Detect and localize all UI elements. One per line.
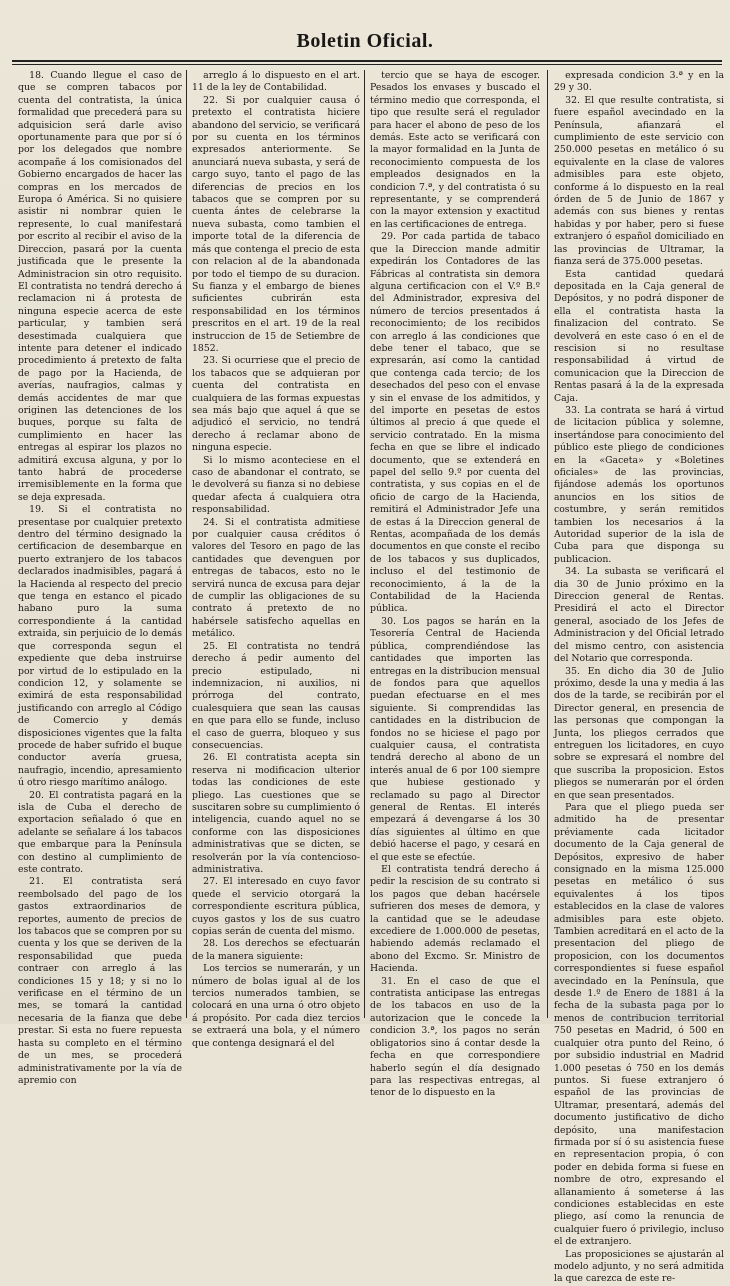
paragraph: 33. La contrata se hará á virtud de licitacion pública y solemne, insertándose para conocimiento del público este pliego de condiciones en la «Gaceta» y «Boletines oficiales» de las provincias, fijándose además los oportunos anuncios en los sitios de costumbre, y serán remitidos tambien los necesarios á la Autoridad superior de la isla de Cuba para que disponga su publicacion.: [554, 404, 724, 565]
paragraph: 28. Los derechos se efectuarán de la manera siguiente:: [192, 938, 360, 962]
paragraph: Si lo mismo aconteciese en el caso de abandonar el contrato, se le devolverá su fianza si no debiese quedar afecta á cualquiera otra responsabilidad.: [192, 454, 360, 516]
paragraph: tercio que se haya de escoger. Pesados los envases y buscado el término medio que corresponda, el tipo que resulte será el regulador para hacer el abono de peso de los demás. Este acto se verificará con la mayor formalidad en la Junta de reconocimiento compuesta de los empleados designados en la condicion 7.ª, y del contratista ó su representante, y se comprenderá con la mayor extension y exactitud en las certificaciones de entrega.: [370, 70, 540, 230]
paragraph: 31. En el caso de que el contratista anticipase las entregas de los tabacos en uso de la autorizacion que le concede la condicion 3.ª, los pagos no serán obligatorios sino á contar desde la fecha en que correspondiere haberlo según el día designado para las respectivas entregas, al tenor de lo dispuesto en la: [370, 975, 540, 1099]
paragraph: 27. El interesado en cuyo favor quede el servicio otorgará la correspondiente escritura pública, cuyos gastos y los de sus cuatro copias serán de cuenta del mismo.: [192, 876, 360, 938]
text-column-3: [370, 70, 540, 1099]
paragraph: 21. El contratista será reembolsado del pago de los gastos extraordinarios de reportes, aumento de precios de los tabacos que se compren por su cuenta y los que se deriven de la responsabilidad que pueda contraer con arreglo á las condiciones 15 y 18; y si no lo verificase en el término de un mes, se tomará la cantidad necesaria de la fianza que debe prestar. Si esta no fuere repuesta hasta su completo en el término de un mes, se procederá administrativamente por la vía de apremio con: [18, 876, 182, 1086]
archive-stamp: [600, 990, 710, 1022]
paragraph: 19. Si el contratista no presentase por cualquier pretexto dentro del término designado la certificacion de desembarque en puerto extranjero de los tabacos declarados inadmisibles, pagará á la Hacienda al respecto del precio que tenga en estanco el picado habano puro la suma correspondiente á la cantidad extraida, sin perjuicio de lo demás que corresponda segun el expediente que deba instruirse por virtud de lo estipulado en la condicion 12, y solamente se eximirá de esta responsabilidad justificando con arreglo al Código de Comercio y demás disposiciones vigentes que la falta procede de haber sufrido el buque conductor avería gruesa, naufragio, incendio, apresamiento ú otro riesgo marítimo análogo.: [18, 504, 182, 789]
column-divider: [547, 70, 548, 1018]
paragraph: Los tercios se numerarán, y un número de bolas igual al de los tercios numerados tambien, se colocará en una urna ó otro objeto á propósito. Por cada diez tercios se extraerá una bola, y el número que contenga designará el del: [192, 963, 360, 1049]
paragraph: 32. El que resulte contratista, si fuere español avecindado en la Península, afianzará el cumplimiento de este servicio con 250.000 pesetas en metálico ó su equivalente en la clase de valores admisibles para este objeto, conforme á lo dispuesto en la real órden de 5 de Junio de 1867 y además con sus bienes y rentas habidas y por haber, pero si fuese extranjero ó español domiciliado en las provincias de Ultramar, la fianza será de 375.000 pesetas.: [554, 94, 724, 268]
paragraph: expresada condicion 3.ª y en la 29 y 30.: [554, 70, 724, 94]
page-title: Boletin Oficial.: [296, 30, 434, 52]
paragraph: 23. Si ocurriese que el precio de los tabacos que se adquieran por cuenta del contratista en cualquiera de las formas expuestas sea más bajo que aquel á que se adjudicó el servicio, no tendrá derecho á reclamar abono de ninguna especie.: [192, 355, 360, 454]
text-column-1: [18, 70, 182, 1086]
paragraph: Para que el pliego pueda ser admitido ha de presentar préviamente cada licitador documento de la Caja general de Depósitos, expresivo de haber consignado en la misma 125.000 pesetas en metálico ó sus equivalentes á los tipos establecidos en la clase de valores admisibles para este objeto. Tambien acreditará en el acto de la presentacion del pliego de proposicion, con los documentos correspondientes si fuese español avecindado en la Península, que desde 1.º de Enero de 1881 á la fecha de la subasta paga por lo menos de contribucion territorial 750 pesetas en Madrid, ó 500 en cualquier otra punto del Reino, ó por subsidio industrial en Madrid 1.000 pesetas ó 750 en los demás puntos. Si fuese extranjero ó español de las provincias de Ultramar, presentará, además del documento justificativo de dicho depósito, una manifestacion firmada por sí ó su asistencia fuese en representacion propia, ó con poder en debida forma si fuese en nombre de otro, expresando el allanamiento á someterse á las condiciones establecidas en este pliego, así como la renuncia de cualquier fuero ó privilegio, incluso el de extranjero.: [554, 801, 724, 1248]
paragraph: 34. La subasta se verificará el dia 30 de Junio próximo en la Direccion general de Rentas. Presidirá el acto el Director general, asociado de los Jefes de Administracion y del Oficial letrado del mismo centro, con asistencia del Notario que corresponda.: [554, 566, 724, 665]
paragraph: 18. Cuando llegue el caso de que se compren tabacos por cuenta del contratista, la única formalidad que precederá para su adquisicion será darle aviso oportunamente para que por sí ó por los delegados que nombre acompañe á los comisionados del Gobierno encargados de hacer las compras en los mercados de Europa ó América. Si no quisiere asistir ni nombrar quien le represente, lo cual manifestará por escrito al recibir el aviso de la Direccion, pasará por la cuenta justificada que le presente la Administracion sin otro requisito. El contratista no tendrá derecho á reclamacion ni á protesta de ninguna especie acerca de este particular, y tambien será desestimada cualquiera que intente para detener el indicado procedimiento á pretexto de falta de pago por la Hacienda, de averías, naufragios, calmas y demás accidentes de mar que originen las detenciones de los buques, porque su falta de cumplimiento en hacer las entregas al espirar los plazos no admitirá excusa alguna, y por lo tanto habrá de procederse irremisiblemente en la forma que se deja expresada.: [18, 70, 182, 503]
column-divider: [186, 70, 187, 1018]
paragraph: arreglo á lo dispuesto en el art. 11 de la ley de Contabilidad.: [192, 70, 360, 94]
paragraph: 22. Si por cualquier causa ó pretexto el contratista hiciere abandono del servicio, se verificará por su cuenta en los términos expresados anteriormente. Se anunciará nueva subasta, y será de cargo suyo, tanto el pago de las diferencias de precios en los tabacos que se compren por su cuenta ántes de celebrarse la nueva subasta, como tambien el importe total de la diferencia de más que contenga el precio de esta con relacion al de la abandonada por todo el tiempo de su duracion. Su fianza y el embargo de bienes suficientes cubrirán esta responsabilidad en los términos prescritos en el art. 19 de la real instruccion de 15 de Setiembre de 1852.: [192, 94, 360, 354]
paragraph: 29. Por cada partida de tabaco que la Direccion mande admitir expedirán los Contadores de las Fábricas al contratista sin demora alguna certificacion con el V.º B.º del Administrador, expresiva del número de tercios presentados á reconocimiento; de los recibidos con arreglo á las condiciones que debe tener el tabaco, que se expresarán, así como la cantidad que contenga cada tercio; de los desechados del peso con el envase y sin el envase de los admitidos, y del importe en pesetas de estos últimos al precio á que quede el servicio contratado. En la misma fecha en que se libre el indicado documento, que se extenderá en papel del sello 9.º por cuenta del contratista, y sus copias en el de oficio de cargo de la Hacienda, remitirá el Administrador Jefe una de estas á la Direccion general de Rentas, acompañada de los demás documentos en que conste el recibo de los tabacos y sus duplicados, incluso el del testimonio de reconocimiento, á la de la Contabilidad de la Hacienda pública.: [370, 231, 540, 615]
paragraph: 26. El contratista acepta sin reserva ni modificacion ulterior todas las condiciones de este pliego. Las cuestiones que se suscitaren sobre su cumplimiento ó inteligencia, cuando aquel no se conforme con las disposiciones administrativas que se dicten, se resolverán por la vía contencioso-administrativa.: [192, 752, 360, 875]
paragraph: 25. El contratista no tendrá derecho á pedir aumento del precio estipulado, ni indemnizacion, ni auxilios, ni prórroga del contrato, cualesquiera que sean las causas en que para ello se funde, incluso el caso de guerra, bloqueo y sus consecuencias.: [192, 640, 360, 751]
header-rule: [12, 60, 722, 62]
paragraph: Las proposiciones se ajustarán al modelo adjunto, y no será admitida la que carezca de este re-: [554, 1248, 724, 1285]
paragraph: Esta cantidad quedará depositada en la Caja general de Depósitos, y no podrá disponer de ella el contratista hasta la finalizacion del contrato. Se devolverá en este caso ó en el de rescision si no resultase responsabilidad á virtud de comunicacion que la Direccion de Rentas pasará á la de la expresada Caja.: [554, 268, 724, 404]
text-column-4: [554, 70, 724, 1285]
text-column-2: [192, 70, 360, 1049]
paragraph: 30. Los pagos se harán en la Tesorería Central de Hacienda pública, comprendiéndose las cantidades que importen las entregas en la distribucion mensual de fondos para que aquellos puedan efectuarse en el mes siguiente. Si comprendidas las cantidades en la distribucion de fondos no se hiciese el pago por cualquier causa, el contratista tendrá derecho al abono de un interés anual de 6 por 100 siempre que hubiese gestionado y reclamado su pago al Director general de Rentas. El interés empezará á devengarse á los 30 días siguientes al último en que debió hacerse el pago, y cesará en el que este se efectúe.: [370, 615, 540, 863]
paragraph: 24. Si el contratista admitiese por cualquier causa créditos ó valores del Tesoro en pago de las cantidades que devenguen por entregas de tabacos, esto no le servirá nunca de excusa para dejar de cumplir las obligaciones de su contrato á pretexto de no habérsele satisfecho aquellas en metálico.: [192, 516, 360, 640]
column-divider: [364, 70, 365, 1018]
paragraph: El contratista tendrá derecho á pedir la rescision de su contrato si los pagos que deban hacérsele sufrieren dos meses de demora, y la cantidad que se le adeudase excediere de 1.000.000 de pesetas, habiendo además reclamado el abono del Excmo. Sr. Ministro de Hacienda.: [370, 864, 540, 975]
paragraph: 20. El contratista pagará en la isla de Cuba el derecho de exportacion señalado ó que en adelante se señalare á los tabacos que embarque para la Península con destino al cumplimiento de este contrato.: [18, 789, 182, 875]
header-rule-thin: [12, 64, 722, 65]
paragraph: 35. En dicho dia 30 de Julio próximo, desde la una y media á las dos de la tarde, se recibirán por el Director general, en presencia de las personas que compongan la Junta, los pliegos cerrados que entreguen los licitadores, en cuyo sobre se expresará el nombre del que suscriba la proposicion. Estos pliegos se numerarán por el órden en que sean presentados.: [554, 665, 724, 801]
